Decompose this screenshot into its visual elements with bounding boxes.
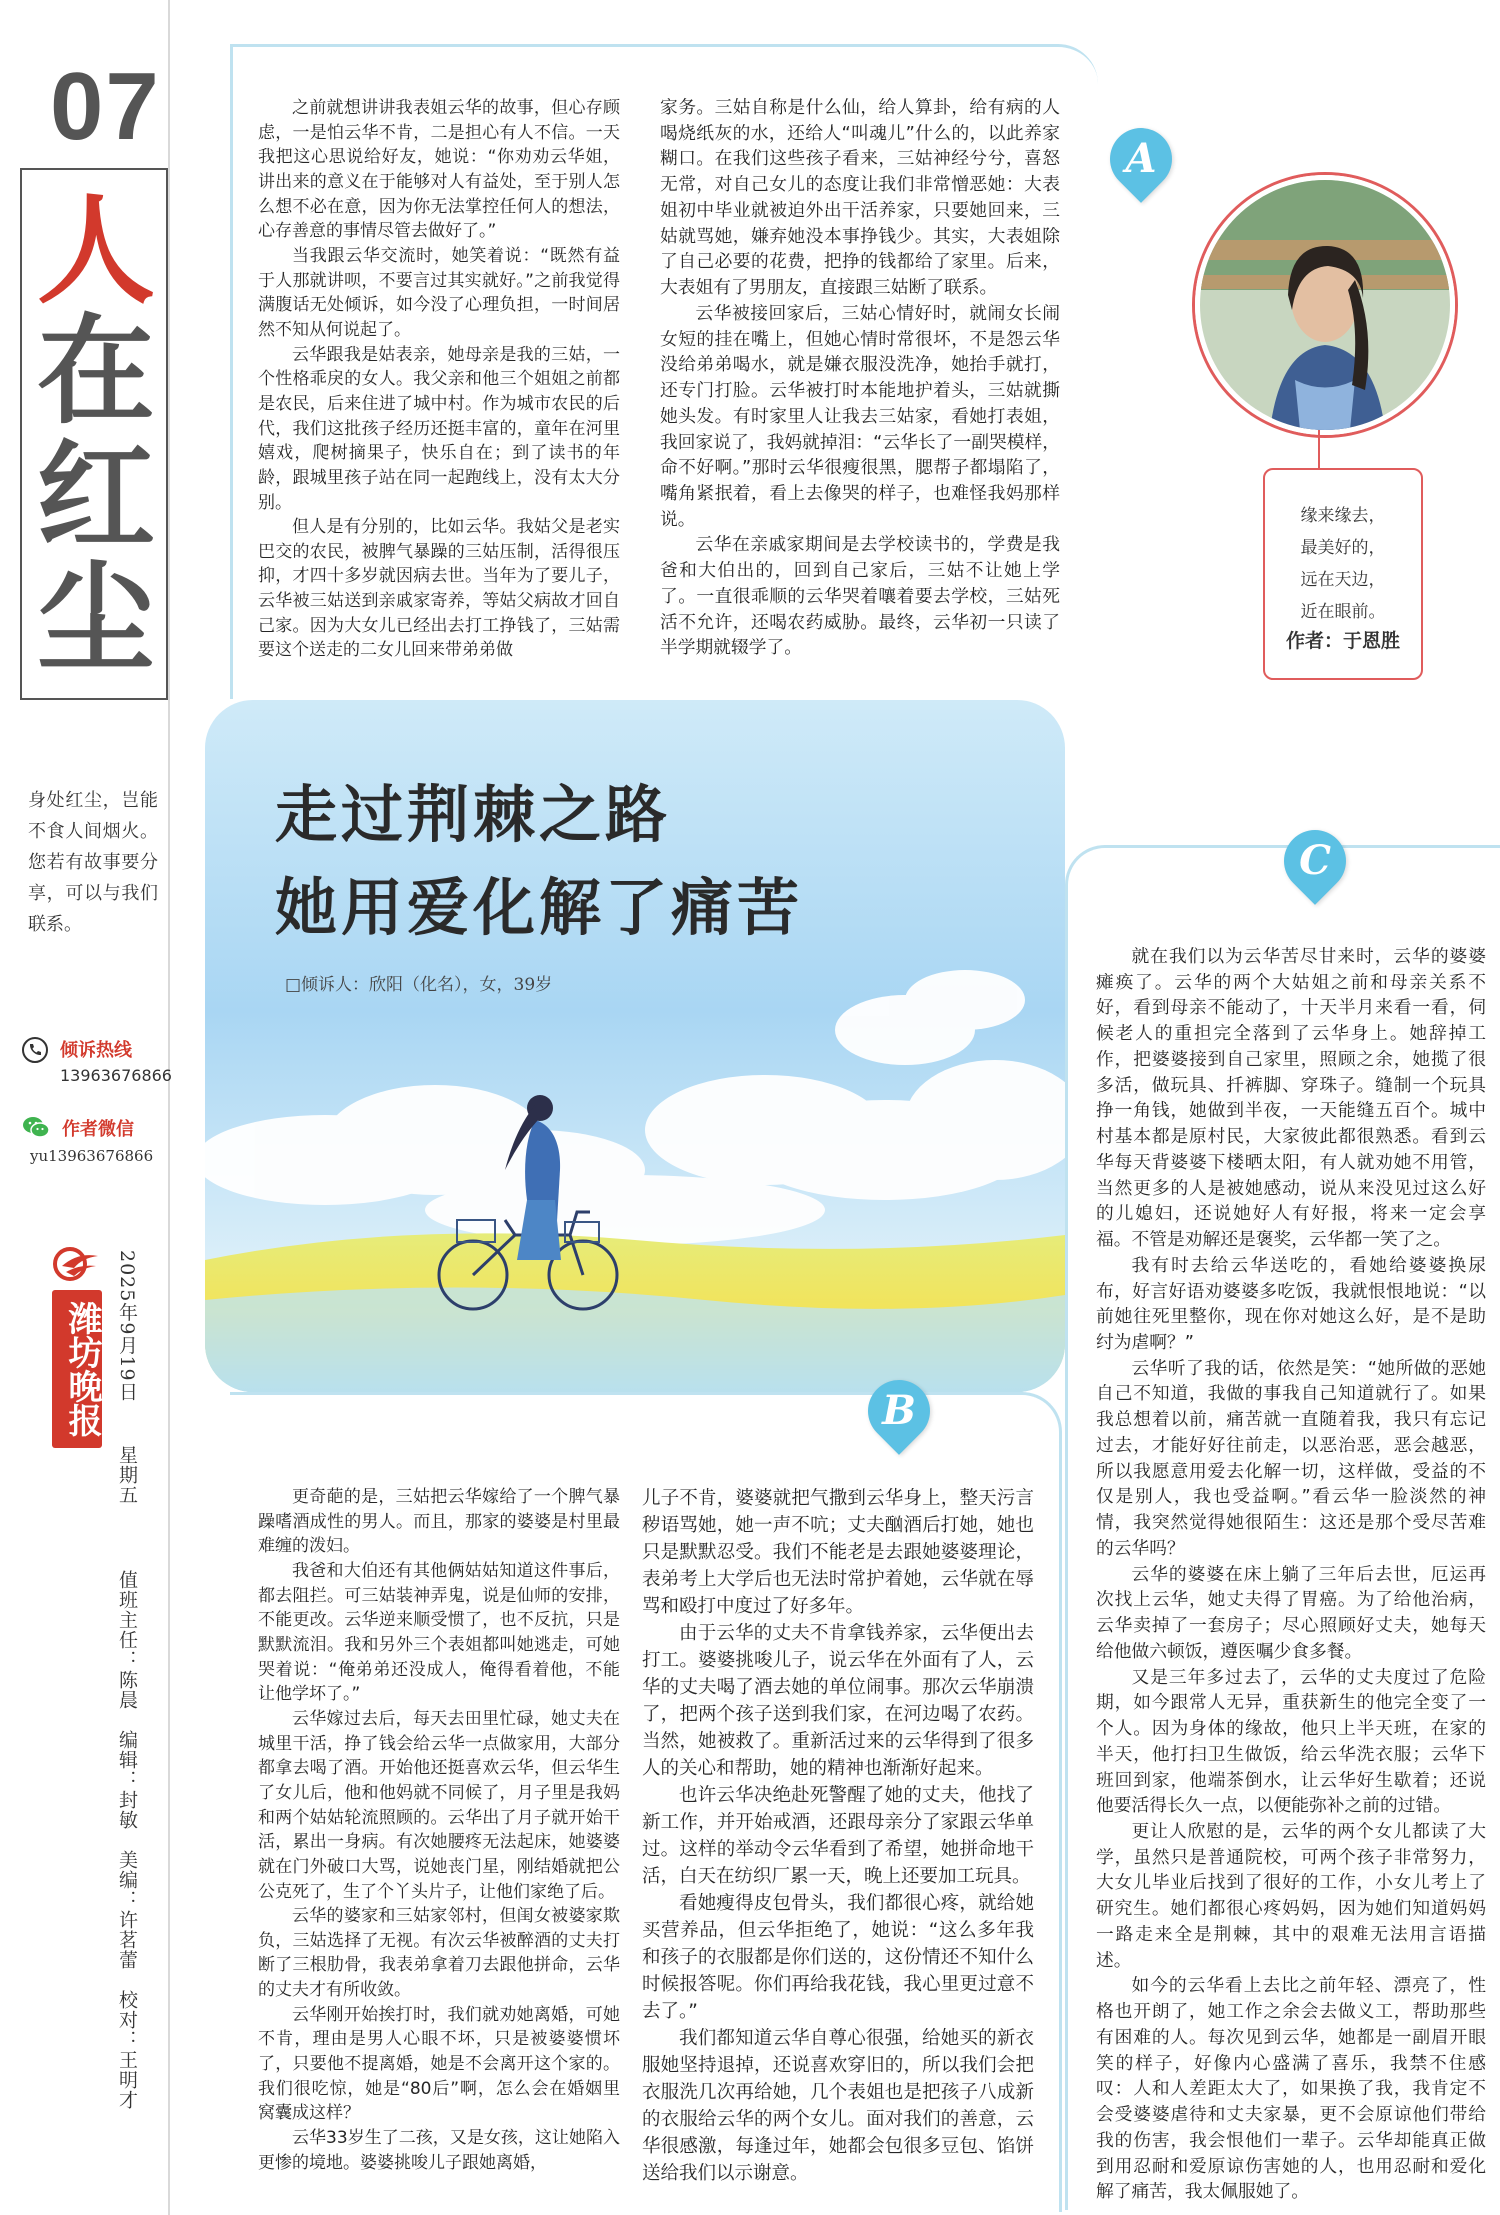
- paragraph: 家务。三姑自称是什么仙，给人算卦，给有病的人喝烧纸灰的水，还给人“叫魂儿”什么的，以此养家糊口。在我们这些孩子看来，三姑神经兮兮，喜怒无常，对自己女儿的态度让我们非常憎恶她：大表姐初中毕业就被迫外出干活养家，只要她回来，三姑就骂她，嫌弃她没本事挣钱少。其实，大表姐除了自己必要的花费，把挣的钱都给了家里。后来，大表姐有了男朋友，直接跟三姑断了联系。: [660, 98, 1060, 299]
- column-title-box: [20, 168, 168, 700]
- paragraph: 云华33岁生了二孩，又是女孩，这让她陷入更惨的境地。婆婆挑唆儿子跟她离婚，: [258, 2128, 620, 2173]
- section-b-column-1: [258, 1485, 620, 2205]
- wechat-icon: [22, 1115, 50, 1139]
- section-marker-c: C: [1271, 817, 1359, 905]
- issue-weekday: 星期五: [116, 1445, 138, 1505]
- staff-credits: 值班主任：陈晨 编辑：封敏 美编：许茗蕾 校对：王明才: [116, 1570, 138, 2110]
- author-byline: 作者：于恩胜: [1285, 630, 1400, 652]
- quote-line: 缘来缘去，: [1300, 506, 1386, 526]
- headline: 她用爱化解了痛苦: [275, 871, 804, 944]
- wechat-id[interactable]: yu13963676866: [30, 1147, 154, 1165]
- paragraph: 就在我们以为云华苦尽甘来时，云华的婆婆瘫痪了。云华的两个大姑姐之前和母亲关系不好，看到母亲不能动了，十天半月来看一看，伺候老人的重担完全落到了云华身上。她辞掉工作，把婆婆接到自己家里，照顾之余，她揽了很多活，做玩具、扦裤脚、穿珠子。缝制一个玩具挣一角钱，她做到半夜，一天能缝五百个。城中村基本都是原村民，大家彼此都很熟悉。看到云华每天背婆婆下楼晒太阳，有人就劝她不用管，当然更多的人是被她感动，说从来没见过这么好的儿媳妇，还说她好人有好报，将来一定会享福。不管是劝解还是褒奖，云华都一笑了之。: [1096, 947, 1486, 1251]
- paragraph: 云华的婆婆在床上躺了三年后去世，厄运再次找上云华，她丈夫得了胃癌。为了给他治病，云华卖掉了一套房子；尽心照顾好丈夫，她每天给他做六顿饭，遵医嘱少食多餐。: [1096, 1564, 1486, 1662]
- section-marker-b: B: [855, 1367, 943, 1455]
- paragraph: 更让人欣慰的是，云华的两个女儿都读了大学，虽然只是普通院校，可两个孩子非常努力，大女儿毕业后找到了很好的工作，小女儿考上了研究生。她们都很心疼妈妈，因为她们知道妈妈一路走来全是荆棘，其中的艰难无法用言语描述。: [1096, 1821, 1486, 1971]
- newspaper-logo-icon: [52, 1246, 102, 1282]
- author-photo: [1195, 175, 1455, 435]
- headline: 走过荆棘之路: [275, 778, 672, 851]
- paragraph: 我爸和大伯还有其他俩姑姑知道这件事后，都去阻拦。可三姑装神弄鬼，说是仙师的安排，不能更改。云华逆来顺受惯了，也不反抗，只是默默流泪。我和另外三个表姐都叫她逃走，可她哭着说：“俺弟弟还没成人，俺得看着他，不能让他学坏了。”: [258, 1560, 620, 1705]
- quote-line: 最美好的，: [1300, 538, 1386, 558]
- paragraph: 云华嫁过去后，每天去田里忙碌，她丈夫在城里干活，挣了钱会给云华一点做家用，大部分都拿去喝了酒。开始他还挺喜欢云华，但云华生了女儿后，他和他妈就不同候了，月子里是我妈和两个姑姑轮流照顾的。云华出了月子就开始干活，累出一身病。有次她腰疼无法起床，她婆婆就在门外破口大骂，说她丧门星，刚结婚就把公公克死了，生了个丫头片子，让他们家绝了后。: [258, 1708, 620, 1902]
- paragraph: 也许云华决绝赴死警醒了她的丈夫，他找了新工作，并开始戒酒，还跟母亲分了家跟云华单过。这样的举动令云华看到了希望，她拼命地干活，白天在纺织厂累一天，晚上还要加工玩具。: [642, 1785, 1034, 1887]
- quote-line: 远在天边，: [1300, 570, 1386, 590]
- paragraph: 又是三年多过去了，云华的丈夫度过了危险期，如今跟常人无异，重获新生的他完全变了一个人。因为身体的缘故，他只上半天班，在家的半天，他打扫卫生做饭，给云华洗衣服；云华下班回到家，他端茶倒水，让云华好生歇着；还说他要活得长久一点，以便能弥补之前的过错。: [1096, 1667, 1486, 1817]
- paragraph: 我们都知道云华自尊心很强，给她买的新衣服她坚持退掉，还说喜欢穿旧的，所以我们会把衣服洗几次再给她，几个表姐也是把孩子八成新的衣服给云华的两个女儿。面对我们的善意，云华很感激，每逢过年，她都会包很多豆包、馅饼送给我们以示谢意。: [642, 2028, 1034, 2184]
- quote-line: 近在眼前。: [1300, 602, 1386, 622]
- narrator-line: □倾诉人：欣阳（化名），女，39岁: [285, 975, 553, 995]
- newspaper-logo: 潍坊晚报: [52, 1290, 102, 1448]
- section-marker-a: A: [1097, 115, 1185, 203]
- page-number: 07: [50, 53, 161, 160]
- paragraph: 当我跟云华交流时，她笑着说：“既然有益于人那就讲呗，不要言过其实就好。”之前我觉得满腹话无处倾诉，如今没了心理负担，一时间居然不知从何说起了。: [258, 245, 620, 340]
- quote-text: [1275, 500, 1411, 628]
- section-a-column-1: [258, 96, 620, 661]
- paragraph: 云华被接回家后，三姑心情好时，就闹女长闹女短的挂在嘴上，但她心情时常很坏，不是怨云华没给弟弟喝水，就是嫌衣服没洗净，她抬手就打，还专门打脸。云华被打时本能地护着头，三姑就撕她头发。有时家里人让我去三姑家，看她打表姐，我回家说了，我妈就掉泪：“云华长了一副哭模样，命不好啊。”那时云华很瘦很黑，腮帮子都塌陷了，嘴角紧抿着，看上去像哭的样子，也难怪我妈那样说。: [660, 303, 1060, 530]
- paragraph: 看她瘦得皮包骨头，我们都很心疼，就给她买营养品，但云华拒绝了，她说：“这么多年我和孩子的衣服都是你们送的，这份情还不知什么时候报答呢。你们再给我花钱，我心里更过意不去了。”: [642, 1893, 1034, 2022]
- paragraph: 云华刚开始挨打时，我们就劝她离婚，可她不肯，理由是男人心眼不坏，只是被婆婆惯坏了，只要他不提离婚，她是不会离开这个家的。我们很吃惊，她是“80后”啊，怎么会在婚姻里窝囊成这样？: [258, 2004, 620, 2124]
- section-a-column-2: [660, 96, 1060, 661]
- sidebar-intro: 身处红尘，岂能不食人间烟火。您若有故事要分享，可以与我们联系。: [28, 790, 158, 935]
- paragraph: 我有时去给云华送吃的，看她给婆婆换尿布，好言好语劝婆婆多吃饭，我就恨恨地说：“以前她往死里整你，现在你对她这么好，是不是助纣为虐啊？”: [1096, 1255, 1486, 1354]
- column-title-char: 人: [36, 181, 155, 320]
- paragraph: 之前就想讲讲我表姐云华的故事，但心存顾虑，一是怕云华不肯，二是担心有人不信。一天我把这心思说给好友，她说：“你劝劝云华姐，讲出来的意义在于能够对人有益处，至于别人怎么想不必在意，因为你无法掌控任何人的想法，心存善意的事情尽管去做好了。”: [258, 98, 620, 242]
- paragraph: 由于云华的丈夫不肯拿钱养家，云华便出去打工。婆婆挑唆儿子，说云华在外面有了人，云华的丈夫喝了酒去她的单位闹事。那次云华崩溃了，把两个孩子送到我们家，在河边喝了农药。当然，她被救了。重新活过来的云华得到了很多人的关心和帮助，她的精神也渐渐好起来。: [642, 1623, 1034, 1779]
- wechat-label: 作者微信: [62, 1119, 134, 1140]
- section-b-column-2: [642, 1485, 1034, 2205]
- paragraph: 但人是有分别的，比如云华。我姑父是老实巴交的农民，被脾气暴躁的三姑压制，活得很压抑，才四十多岁就因病去世。当年为了要儿子，云华被三姑送到亲戚家寄养，等姑父病故才回自己家。因为大女儿已经出去打工挣钱了，三姑需要这个送走的二女儿回来带弟弟做: [258, 517, 620, 661]
- paragraph: 如今的云华看上去比之前年轻、漂亮了，性格也开朗了，她工作之余会去做义工，帮助那些有困难的人。每次见到云华，她都是一副眉开眼笑的样子，好像内心盛满了喜乐，我禁不住感叹：人和人差距太大了，如果换了我，我肯定不会受婆婆虐待和丈夫家暴，更不会原谅他们带给我的伤害，我会恨他们一辈子。云华却能真正做到用忍耐和爱原谅伤害她的人，也用忍耐和爱化解了痛苦，我太佩服她了。: [1096, 1976, 1486, 2203]
- paragraph: 云华在亲戚家期间是去学校读书的，学费是我爸和大伯出的，回到自己家后，三姑不让她上学了。一直很乖顺的云华哭着嚷着要去学校，三姑死活不允许，还喝农药威胁。最终，云华初一只读了半学期就辍学了。: [660, 535, 1060, 659]
- column-title-char: 红: [36, 427, 155, 566]
- issue-date: 2025年9月19日: [116, 1250, 138, 1402]
- phone-icon: [22, 1037, 48, 1063]
- hotline-label: 倾诉热线: [60, 1040, 132, 1061]
- paragraph: 云华跟我是姑表亲，她母亲是我的三姑，一个性格乖戾的女人。我父亲和他三个姐姐之前都是农民，后来住进了城中村。作为城市农民的后代，我们这批孩子经历还挺丰富的，童年在河里嬉戏，爬树摘果子，快乐自在；到了读书的年龄，跟城里孩子站在同一起跑线上，没有太大分别。: [258, 344, 620, 513]
- paragraph: 儿子不肯，婆婆就把气撒到云华身上，整天污言秽语骂她，她一声不吭；丈夫酗酒后打她，她也只是默默忍受。我们不能老是去跟她婆婆理论，表弟考上大学后也无法时常护着她，云华就在辱骂和殴打中度过了好多年。: [642, 1488, 1034, 1617]
- section-c-column: [1096, 945, 1486, 2207]
- paragraph: 云华听了我的话，依然是笑：“她所做的恶她自己不知道，我做的事我自己知道就行了。如果我总想着以前，痛苦就一直随着我，我只有忘记过去，才能好好往前走，以恶治恶，恶会越恶，所以我愿意用爱去化解一切，这样做，受益的不仅是别人，我也受益啊。”看云华一脸淡然的神情，我突然觉得她很陌生：这还是那个受尽苦难的云华吗？: [1096, 1358, 1486, 1559]
- paragraph: 云华的婆家和三姑家邻村，但闺女被婆家欺负，三姑选择了无视。有次云华被醉酒的丈夫打断了三根肋骨，我表弟拿着刀去跟他拼命，云华的丈夫才有所收敛。: [258, 1906, 620, 2001]
- hotline-number[interactable]: 13963676866: [60, 1066, 172, 1085]
- paragraph: 更奇葩的是，三姑把云华嫁给了一个脾气暴躁嗜酒成性的男人。而且，那家的婆婆是村里最难缠的泼妇。: [258, 1487, 620, 1557]
- column-title-char: 在: [36, 301, 155, 440]
- column-title-char: 尘: [36, 549, 155, 688]
